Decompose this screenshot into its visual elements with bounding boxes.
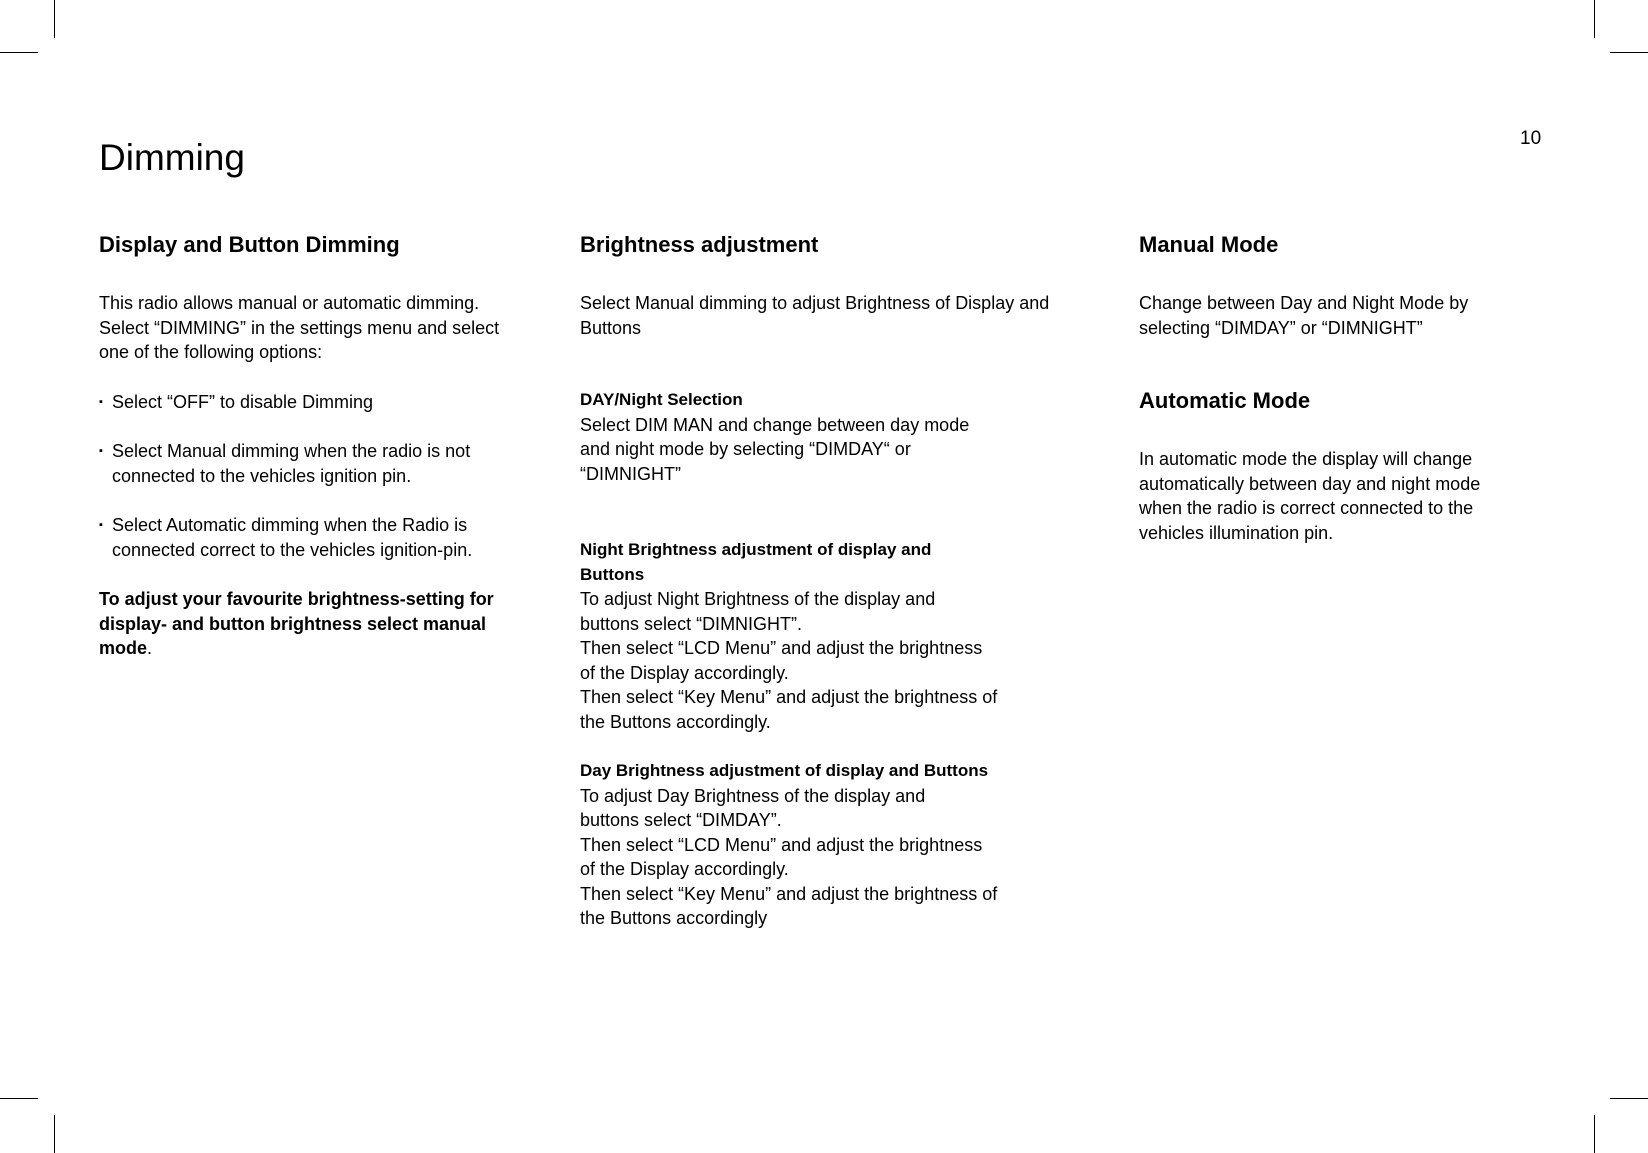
page-number: 10 bbox=[1520, 128, 1542, 149]
adjust-note bbox=[99, 587, 519, 661]
manual-mode-heading: Manual Mode bbox=[1139, 232, 1279, 257]
subsection-line: Then select “LCD Menu” and adjust the brightness of the Display accordingly. bbox=[580, 834, 983, 879]
day-night-selection-block bbox=[580, 388, 990, 486]
subsection-text: Select DIM MAN and change between day mode and night mode by selecting “DIMDAY“ or “DIMNIGHT” bbox=[580, 414, 970, 484]
page-title: Dimming bbox=[99, 137, 245, 178]
bullet-icon: ▪ bbox=[99, 519, 103, 531]
section-display-button-dimming bbox=[99, 230, 529, 661]
subsection-title: Night Brightness adjustment of display and Buttons bbox=[580, 540, 932, 584]
section-brightness-adjustment bbox=[580, 230, 1060, 931]
subsection-line: To adjust Night Brightness of the display and buttons select “DIMNIGHT”. bbox=[580, 589, 936, 634]
list-item-text: Select Manual dimming when the radio is not connected to the vehicles ignition pin. bbox=[112, 441, 471, 486]
crop-mark-top-right-vertical bbox=[1594, 0, 1595, 38]
crop-mark-bottom-right-horizontal bbox=[1610, 1098, 1648, 1099]
bullet-icon: ▪ bbox=[99, 395, 103, 408]
subsection-line: Then select “LCD Menu” and adjust the brightness of the Display accordingly. bbox=[580, 638, 983, 683]
subsection-line: To adjust Day Brightness of the display and buttons select “DIMDAY”. bbox=[580, 785, 926, 830]
crop-mark-bottom-left-horizontal bbox=[0, 1098, 38, 1099]
crop-mark-bottom-right-vertical bbox=[1594, 1115, 1595, 1153]
automatic-mode-text: In automatic mode the display will change automatically between day and night mode when the radio is correct connected to the vehicles illumination pin. bbox=[1139, 449, 1481, 543]
automatic-mode-heading: Automatic Mode bbox=[1139, 388, 1311, 413]
subsection-title: DAY/Night Selection bbox=[580, 390, 743, 409]
list-item-text: Select Automatic dimming when the Radio is connected correct to the vehicles ignition-pin. bbox=[112, 515, 473, 560]
section-modes bbox=[1139, 230, 1559, 545]
bullet-icon: ▪ bbox=[99, 445, 103, 457]
list-item-text: Select “OFF” to disable Dimming bbox=[112, 391, 374, 412]
list-item bbox=[99, 439, 529, 488]
section-heading: Brightness adjustment bbox=[580, 232, 819, 257]
night-brightness-block bbox=[580, 538, 1000, 734]
list-item bbox=[99, 513, 529, 562]
crop-mark-top-left-horizontal bbox=[0, 52, 38, 53]
crop-mark-top-right-horizontal bbox=[1610, 52, 1648, 53]
crop-mark-top-left-vertical bbox=[54, 0, 55, 38]
manual-mode-text: Change between Day and Night Mode by selecting “DIMDAY” or “DIMNIGHT” bbox=[1139, 293, 1469, 338]
list-item bbox=[99, 390, 529, 415]
adjust-note-bold: To adjust your favourite brightness-setting for display- and button brightness select manual mode bbox=[99, 589, 494, 658]
section-heading: Display and Button Dimming bbox=[99, 232, 400, 257]
intro-paragraph: Select Manual dimming to adjust Brightness of Display and Buttons bbox=[580, 293, 1050, 338]
subsection-line: Then select “Key Menu” and adjust the brightness of the Buttons accordingly bbox=[580, 883, 998, 928]
subsection-title: Day Brightness adjustment of display and Buttons bbox=[580, 761, 989, 780]
intro-paragraph: This radio allows manual or automatic dimming. Select “DIMMING” in the settings menu and select one of the following options: bbox=[99, 293, 500, 362]
day-brightness-block bbox=[580, 759, 1010, 931]
crop-mark-bottom-left-vertical bbox=[54, 1115, 55, 1153]
adjust-note-end: . bbox=[147, 638, 153, 658]
subsection-line: Then select “Key Menu” and adjust the brightness of the Buttons accordingly. bbox=[580, 687, 998, 732]
